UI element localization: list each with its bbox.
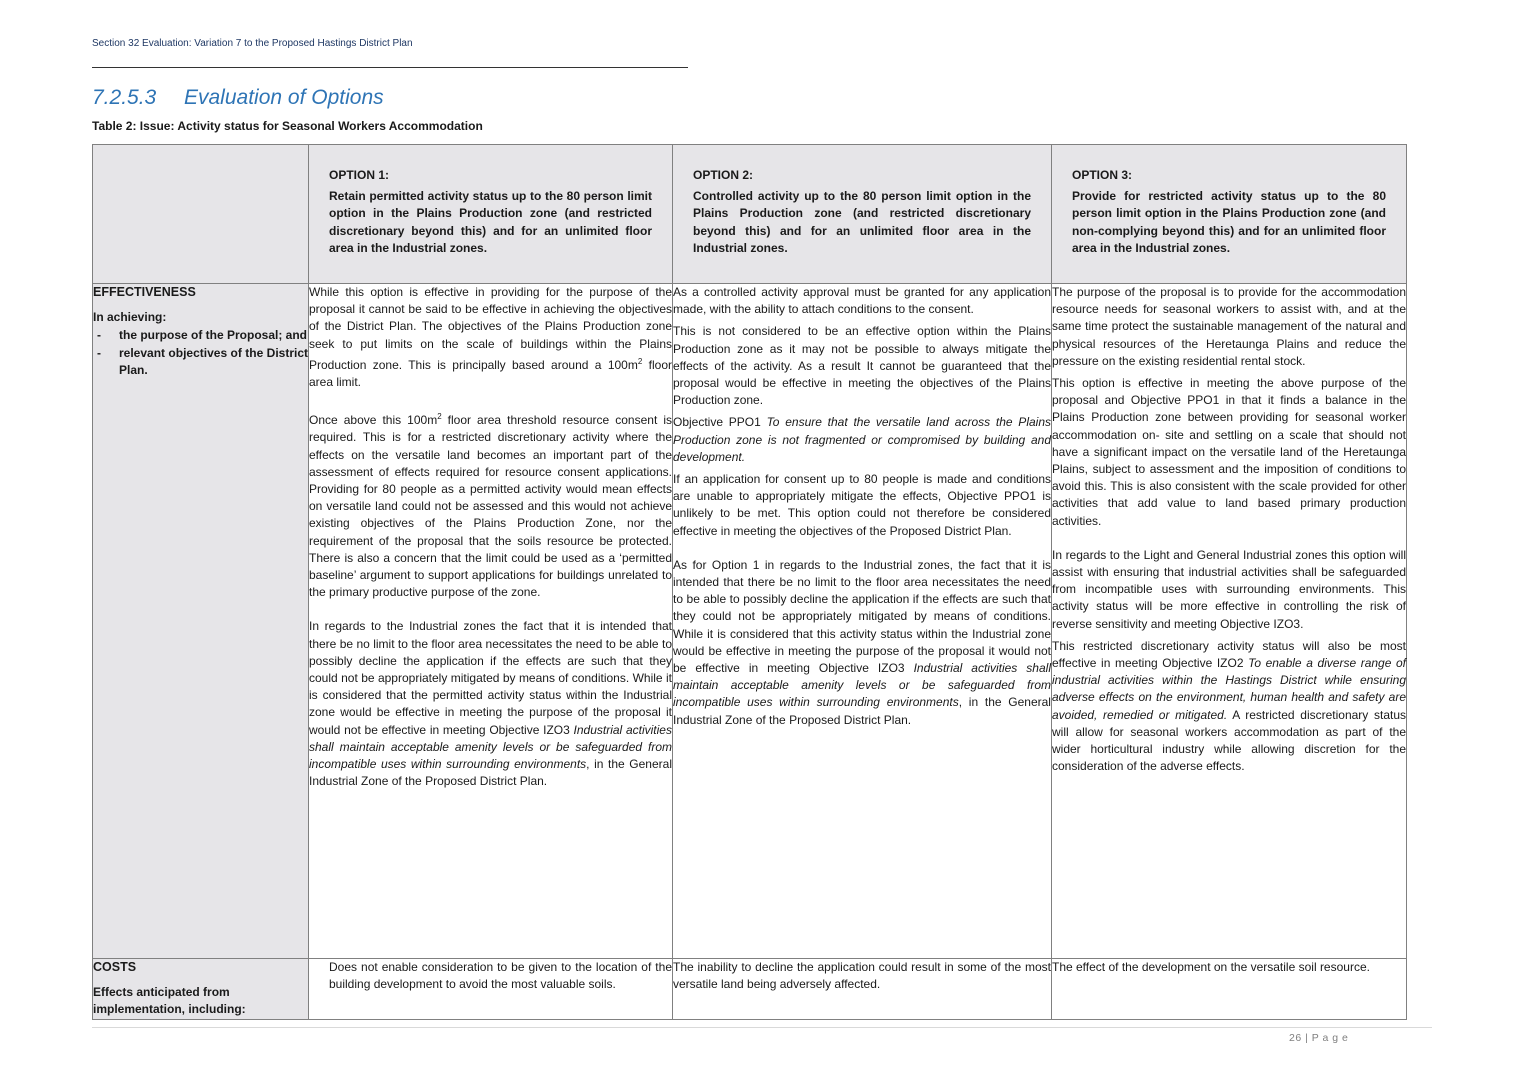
paragraph: Does not enable consideration to be given to the location of the building development to avoid the most valuable soils. xyxy=(329,960,672,992)
costs-subtitle: Effects anticipated from implementation, including: xyxy=(93,985,246,1017)
option-1-title: OPTION 1: xyxy=(329,168,390,182)
option-2-costs-cell xyxy=(673,959,1052,1020)
effectiveness-title: EFFECTIVENESS xyxy=(93,285,196,299)
paragraph: The inability to decline the application could result in some of the most versatile land being adversely affected. xyxy=(673,960,1051,992)
option-1-effectiveness-cell xyxy=(309,284,673,959)
list-item: - relevant objectives of the District Plan. xyxy=(97,345,308,377)
effectiveness-subtitle: In achieving: xyxy=(93,310,167,325)
paragraph: As a controlled activity approval must be granted for any application made, with the ability to attach conditions to the consent. xyxy=(673,285,1051,317)
paragraph: This option is effective in meeting the above purpose of the proposal and Objective PPO1 in that it finds a balance in the Plains Production zone between providing for seasonal worker accommodation on- site and settling on a scale that should not have a significant impact on the versatile land of the Heretaunga Plains, subject to assessment and the imposition of conditions to avoid this. This is also consistent with the scale provided for other activities that add value to land based primary production activities. xyxy=(1052,376,1406,528)
option-2-header xyxy=(673,145,1052,284)
paragraph: The purpose of the proposal is to provide for the accommodation resource needs for seasonal workers to assist with, and at the same time protect the sustainable management of the natural and physical resources of the Heretaunga Plains and reduce the pressure on the existing residential rental stock. xyxy=(1052,285,1406,368)
costs-label-cell xyxy=(93,959,309,1020)
option-3-title: OPTION 3: xyxy=(1072,168,1133,182)
paragraph: In regards to the Industrial zones the fact that it is intended that there be no limit to the floor area necessitates the need to be able to possibly decline the application if the effects are such that they could not be appropriately mitigated by means of conditions. While it is considered that the permitted activity status within the Industrial zone would be effective in meeting the purpose of the proposal it would not be effective in meeting Objective IZO3 Industrial activities shall maintain acceptable amenity levels or be safeguarded from incompatible uses within surrounding environments, in the General Industrial Zone of the Proposed District Plan. xyxy=(309,619,672,789)
footer-divider xyxy=(92,1027,1432,1028)
effectiveness-row xyxy=(93,284,1407,959)
header-divider xyxy=(92,67,688,68)
option-3-header xyxy=(1052,145,1407,284)
option-3-description: Provide for restricted activity status up to the 80 person limit option in the Plains Production zone (and non-complying beyond this) and for an unlimited floor area in the Industrial zones. xyxy=(1072,189,1386,255)
option-2-title: OPTION 2: xyxy=(693,168,754,182)
costs-title: COSTS xyxy=(93,960,137,974)
paragraph: This is not considered to be an effective option within the Plains Production zone as it may not be possible to always mitigate the effects of the activity. As a result It cannot be guaranteed that the proposal would be effective in meeting the objectives of the Plains Production zone. xyxy=(673,324,1051,408)
effectiveness-label-cell xyxy=(93,284,309,959)
section-number: 7.2.5.3 xyxy=(92,86,157,109)
list-item: - the purpose of the Proposal; and xyxy=(93,327,308,344)
option-1-header xyxy=(309,145,673,284)
paragraph: In regards to the Light and General Industrial zones this option will assist with ensuring that industrial activities shall be safeguarded from incompatible uses with surrounding environments. This activity status will be more effective in controlling the risk of reverse sensitivity and meeting Objective IZO3. xyxy=(1052,547,1406,631)
section-heading xyxy=(92,86,384,110)
evaluation-table xyxy=(92,144,1407,1020)
costs-row xyxy=(93,959,1407,1020)
section-title: Evaluation of Options xyxy=(184,86,384,109)
paragraph: If an application for consent up to 80 people is made and conditions are unable to appropriately mitigate the effects, Objective PPO1 is unlikely to be met. This option could not therefore be considered effective in meeting the objectives of the Proposed District Plan. xyxy=(673,472,1051,538)
paragraph: The effect of the development on the versatile soil resource. xyxy=(1052,960,1370,974)
list-dash: - xyxy=(97,328,101,343)
header-blank-cell xyxy=(93,145,309,284)
options-header-row xyxy=(93,145,1407,284)
paragraph: While this option is effective in providing for the purpose of the proposal it cannot be said to be effective in achieving the objectives of the District Plan. The objectives of the Plains Production zone seek to put limits on the scale of buildings within the Plains Production zone. This is principally based around a $100m^2$ floor area limit. xyxy=(309,285,673,390)
paragraph: Once above this $100m^2$ floor area threshold resource consent is required. This is for a restricted discretionary activity where the effects on the versatile land becomes an important part of the assessment of effects required for resource consent applications. Providing for 80 people as a permitted activity would mean effects on versatile land could not be assessed and this would not achieve existing objectives of the Plains Production Zone, nor the requirement of the proposal that the soils resource be protected. There is also a concern that the limit could be used as a ‘permitted baseline’ argument to support applications for buildings unrelated to the primary productive purpose of the zone. xyxy=(309,412,672,600)
option-1-costs-cell xyxy=(309,959,673,1020)
running-header: Section 32 Evaluation: Variation 7 to the Proposed Hastings District Plan xyxy=(92,38,413,49)
option-2-effectiveness-cell xyxy=(673,284,1052,959)
paragraph: Objective PPO1 To ensure that the versatile land across the Plains Production zone is not fragmented or compromised by building and development. xyxy=(673,415,1051,464)
page-number: 26 | P a g e xyxy=(1289,1032,1349,1044)
option-2-description: Controlled activity up to the 80 person limit option in the Plains Production zone (and restricted discretionary beyond this) and for an unlimited floor area in the Industrial zones. xyxy=(693,189,1031,255)
option-1-description: Retain permitted activity status up to the 80 person limit option in the Plains Production zone (and restricted discretionary beyond this) and for an unlimited floor area in the Industrial zones. xyxy=(329,189,652,255)
list-dash: - xyxy=(97,345,101,360)
paragraph: As for Option 1 in regards to the Industrial zones, the fact that it is intended that there be no limit to the floor area necessitates the need to be able to possibly decline the application if the effects are such that they could not be appropriately mitigated by means of conditions. While it is considered that this activity status within the Industrial zone would be effective in meeting the purpose of the proposal it would not be effective in meeting Objective IZO3 Industrial activities shall maintain acceptable amenity levels or be safeguarded from incompatible uses within surrounding environments, in the General Industrial Zone of the Proposed District Plan. xyxy=(673,557,1051,727)
effectiveness-criteria-list xyxy=(93,327,308,379)
table-caption: Table 2: Issue: Activity status for Seasonal Workers Accommodation xyxy=(92,119,483,133)
option-3-costs-cell xyxy=(1052,959,1407,1020)
option-3-effectiveness-cell xyxy=(1052,284,1407,959)
paragraph: This restricted discretionary activity status will also be most effective in meeting Objective IZO2 To enable a diverse range of industrial activities within the Hastings District while ensuring adverse effects on the environment, human health and safety are avoided, remedied or mitigated. A restricted discretionary status will allow for seasonal workers accommodation as part of the wider horticultural industry while allowing discretion for the consideration of the adverse effects. xyxy=(1052,638,1407,774)
